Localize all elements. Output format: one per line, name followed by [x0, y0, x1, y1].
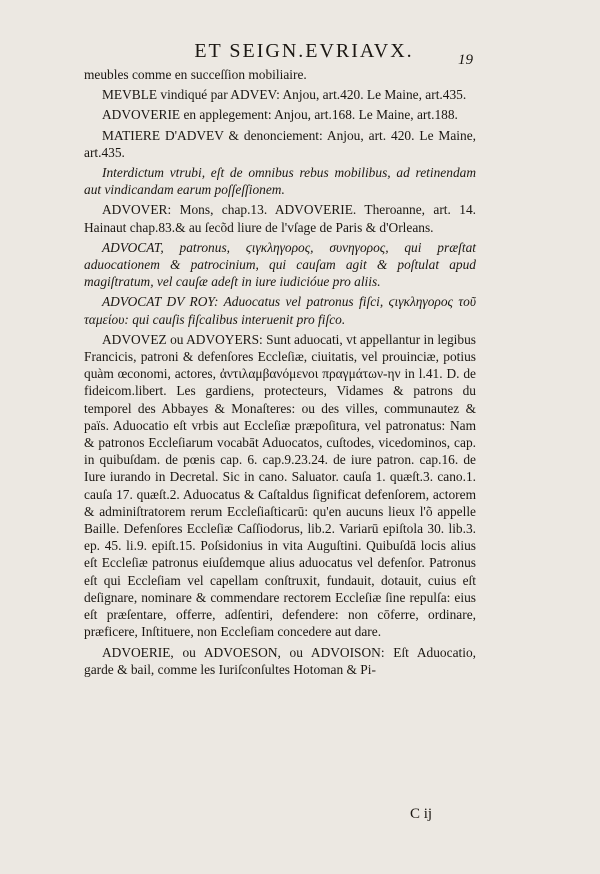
- paragraph: Interdictum vtrubi, eſt de omnibus rebus mobilibus, ad retinendam aut vindicandam earum poſſeſſionem.: [84, 165, 476, 198]
- body-text: [84, 66, 476, 681]
- paragraph: ADVOVERIE en applegement: Anjou, art.168. Le Maine, art.188.: [102, 107, 458, 123]
- paragraph: MATIERE D'ADVEV & denonciement: Anjou, art. 420. Le Maine, art.435.: [84, 127, 476, 160]
- page-number: 19: [458, 52, 473, 68]
- running-head: ET SEIGN.EVRIAVX.: [194, 40, 414, 62]
- paragraph: meubles comme en succeſſion mobiliaire.: [84, 67, 307, 82]
- signature-mark: C ij: [410, 806, 433, 822]
- paragraph: ADVOVER: Mons, chap.13. ADVOVERIE. Theroanne, art. 14. Hainaut chap.83.& au ſecõd liure de l'vſage de Paris & d'Orleans.: [84, 202, 476, 235]
- paragraph: ADVOERIE, ou ADVOESON, ou ADVOISON: Eſt Aduocatio, garde & bail, comme les Iuriſconſultes Hotoman & Pi-: [84, 644, 476, 677]
- paragraph: ADVOCAT DV ROY: Aduocatus vel patronus fiſci, ϛιγκληγορος τοῦ ταμείου: qui cauſis fiſcalibus interuenit pro fiſco.: [84, 294, 476, 327]
- paragraph: MEVBLE vindiqué par ADVEV: Anjou, art.420. Le Maine, art.435.: [102, 87, 467, 103]
- paragraph: ADVOCAT, patronus, ϛιγκληγορος, συνηγορος, qui præſtat aduocationem & patrocinium, qui cauſam agit & poſtulat apud magiſtratum, vel cauſæ adeſt in iure iudicióue pro aliis.: [84, 239, 476, 290]
- paragraph: ADVOVEZ ou ADVOYERS: Sunt aduocati, vt appellantur in legibus Francicis, patroni & defenſores Eccleſiæ, ciuitatis, vel prouinciæ, potius quàm œconomi, actores, ἀντιλαμβανόμενοι πραγμάτων-ην in l.41. D. de fideicom.libert. Les gardiens, protecteurs, Vidames & patrons du temporel des Abbayes & Monaſteres: ou des villes, communautez & païs. Aduocatio eſt vrbis aut Eccleſiæ præpoſitura, vel patronatus: Nam & patronos Eccleſiarum vocabāt Aduocatos, cuſtodes, vicedominos, cap. in quibuſdam. de pœnis cap. 6. cap.9.23.24. de iure patron. cap.16. de Iure iurando in Decretal. Sic in cano. Saluator. cauſa 1. quæſt.3. cano.1. cauſa 17. quæſt.2. Aduocatus & Caſtaldus ſignificat defenſorem, actorem & adminiſtratorem rerum Eccleſiaſticarū: qu'en aucuns lieux l'õ appelle Baille. Defenſores Eccleſiæ Caſſiodorus, lib.2. Variarū epiſtola 30. lib.3. ep. 45. li.9. epiſt.15. Poſsidonius in vita Auguſtini. Quibuſdā locis alius eſt Eccleſiæ patronus eiuſdemque alius aduocatus vel defenſor. Patronus eſt qui Eccleſiam vel capellam conſtruxit, fundauit, dotauit, cuius eſt deſignare, nominare & commendare rectorem Eccleſiæ ſine repulſa: eius eſt præſentare, offerre, adſentiri, defendere: non cōferre, ordinare, præficere, Inſtituere, non Eccleſiam concedere aut dare.: [84, 331, 476, 640]
